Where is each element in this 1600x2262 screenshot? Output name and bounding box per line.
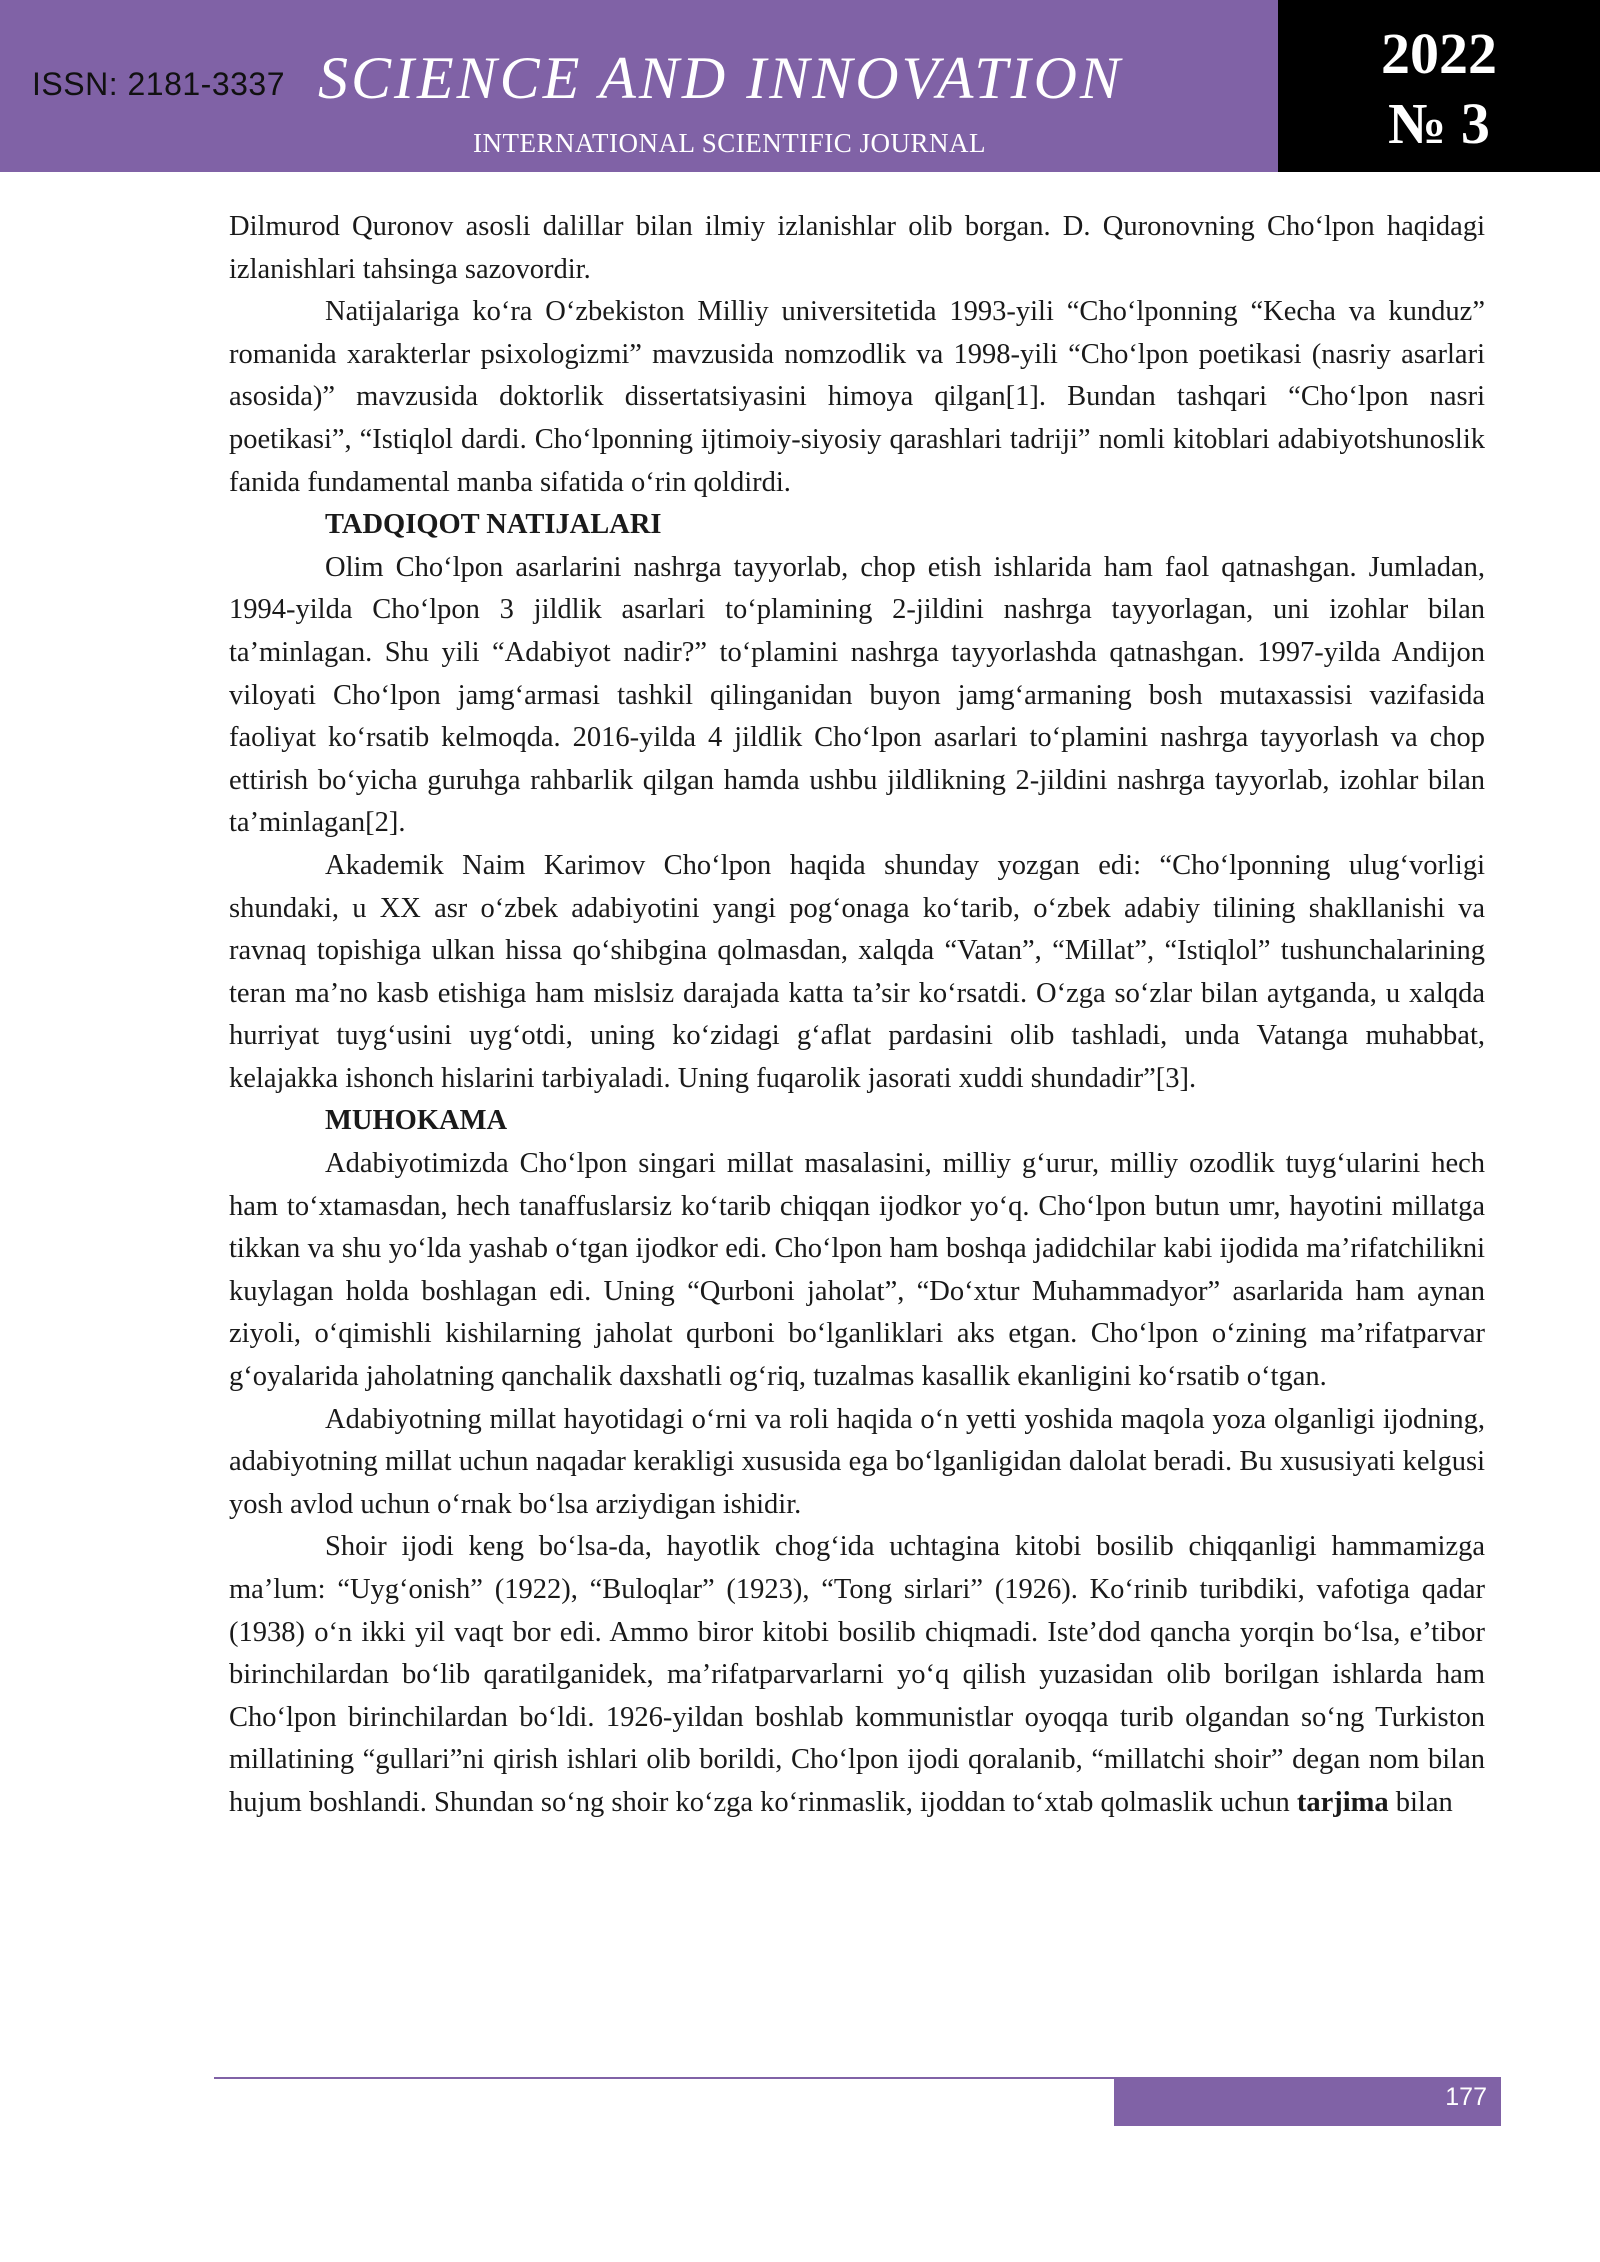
paragraph: Dilmurod Quronov asosli dalillar bilan ilmiy izlanishlar olib borgan. D. Quronovning Cho‘lpon haqidagi izlanishlari tahsinga sazovordir. — [229, 211, 1485, 285]
paragraph: Natijalariga ko‘ra O‘zbekiston Milliy universitetida 1993-yili “Cho‘lponning “Kecha va kunduz” romanida xarakterlar psixologizmi” mavzusida nomzodlik va 1998-yili “Cho‘lpon poetikasi (nasriy asarlari asosida)” mavzusida doktorlik dissertatsiyasini himoya qilgan[1]. Bundan tashqari “Cho‘lpon nasri poetikasi”, “Istiqlol dardi. Cho‘lponning ijtimoiy-siyosiy qarashlari tadriji” nomli kitoblari adabiyotshunoslik fanida fundamental manba sifatida o‘rin qoldirdi. — [229, 296, 1485, 498]
journal-header — [0, 0, 1600, 172]
section-heading: TADQIQOT NATIJALARI — [325, 509, 662, 541]
paragraph: Olim Cho‘lpon asarlarini nashrga tayyorlab, chop etish ishlarida ham faol qatnashgan. Jumladan, 1994-yilda Cho‘lpon 3 jildlik asarlari to‘plamining 2-jildini nashrga tayyorlagan, uni izohlar bilan ta’minlagan. Shu yili “Adabiyot nadir?” to‘plamini nashrga tayyorlashda qatnashgan. 1997-yilda Andijon viloyati Cho‘lpon jamg‘armasi tashkil qilinganidan buyon jamg‘armaning bosh mutaxassisi vazifasida faoliyat ko‘rsatib kelmoqda. 2016-yilda 4 jildlik Cho‘lpon asarlari to‘plamini nashrga tayyorlash va chop ettirish bo‘yicha guruhga rahbarlik qilgan hamda ushbu jildlikning 2-jildini nashrga tayyorlab, izohlar bilan ta’minlagan[2]. — [229, 551, 1485, 839]
journal-subtitle: INTERNATIONAL SCIENTIFIC JOURNAL — [473, 128, 986, 158]
bold-term: tarjima — [1296, 1786, 1389, 1818]
article-body — [229, 206, 1485, 1825]
section-heading: MUHOKAMA — [325, 1105, 508, 1137]
issue-year: 2022 — [1381, 21, 1497, 86]
paragraph: Adabiyotning millat hayotidagi o‘rni va roli haqida o‘n yetti yoshida maqola yoza olganligi ijodning, adabiyotning millat uchun naqadar kerakligi xususida ega bo‘lganligidan dalolat beradi. Bu xususiyati kelgusi yosh avlod uchun o‘rnak bo‘lsa arziydigan ishidir. — [229, 1403, 1485, 1520]
paragraph-text: Shoir ijodi keng bo‘lsa-da, hayotlik chog‘ida uchtagina kitobi bosilib chiqqanligi hammamizga ma’lum: “Uyg‘onish” (1922), “Buloqlar” (1923), “Tong sirlari” (1926). Ko‘rinib turibdiki, vafotiga qadar (1938) o‘n ikki yil vaqt bor edi. Ammo biror kitobi bosilib chiqmadi. Iste’dod qancha yorqin bo‘lsa, e’tibor birinchilardan bo‘lib qaratilganidek, ma’rifatparvarlarni yo‘q qilish yuzasidan olib borilgan ishlarda ham Cho‘lpon birinchilardan bo‘ldi. 1926-yildan boshlab kommunistlar oyoqqa turib olgandan so‘ng Turkiston millatining “gullari”ni qirish ishlari olib borildi, Cho‘lpon ijodi qoralanib, “millatchi shoir” degan nom bilan hujum boshlandi. Shundan so‘ng shoir ko‘zga ko‘rinmaslik, ijoddan to‘xtab qolmaslik uchun — [229, 1531, 1485, 1818]
paragraph: Akademik Naim Karimov Cho‘lpon haqida shunday yozgan edi: “Cho‘lponning ulug‘vorligi shundaki, u XX asr o‘zbek adabiyotini yangi pog‘onaga ko‘tarib, o‘zbek adabiy tilining shakllanishi va ravnaq topishiga ulkan hissa qo‘shibgina qolmasdan, xalqda “Vatan”, “Millat”, “Istiqlol” tushunchalarining teran ma’no kasb etishiga ham mislsiz darajada katta ta’sir ko‘rsatdi. O‘zga so‘zlar bilan aytganda, u xalqda hurriyat tuyg‘usini uyg‘otdi, uning ko‘zidagi g‘aflat pardasini olib tashladi, unda Vatanga muhabbat, kelajakka ishonch hislarini tarbiyaladi. Uning fuqarolik jasorati xuddi shundadir”[3]. — [229, 849, 1485, 1094]
paragraph — [229, 1526, 1485, 1824]
paragraph-text-end: bilan — [1388, 1786, 1453, 1818]
journal-title: SCIENCE AND INNOVATION — [318, 45, 1123, 111]
issn: ISSN: 2181-3337 — [32, 66, 285, 102]
paragraph: Adabiyotimizda Cho‘lpon singari millat masalasini, milliy g‘urur, milliy ozodlik tuyg‘ularini hech ham to‘xtamasdan, hech tanaffuslarsiz ko‘tarib chiqqan ijodkor yo‘q. Cho‘lpon butun umr, hayotini millatga tikkan va shu yo‘lda yashab o‘tgan ijodkor edi. Cho‘lpon ham boshqa jadidchilar kabi ijodida ma’rifatchilikni kuylagan holda boshlagan edi. Uning “Qurboni jaholat”, “Do‘xtur Muhammadyor” asarlarida ham aynan ziyoli, o‘qimishli kishilarning jaholat qurboni bo‘lganliklari aks etgan. Cho‘lpon o‘zining ma’rifatparvar g‘oyalarida jaholatning qanchalik daxshatli og‘riq, tuzalmas kasallik ekanligini ko‘rsatib o‘tgan. — [229, 1148, 1485, 1393]
issue-number: № 3 — [1388, 91, 1490, 156]
page-number: 177 — [1445, 2083, 1487, 2111]
